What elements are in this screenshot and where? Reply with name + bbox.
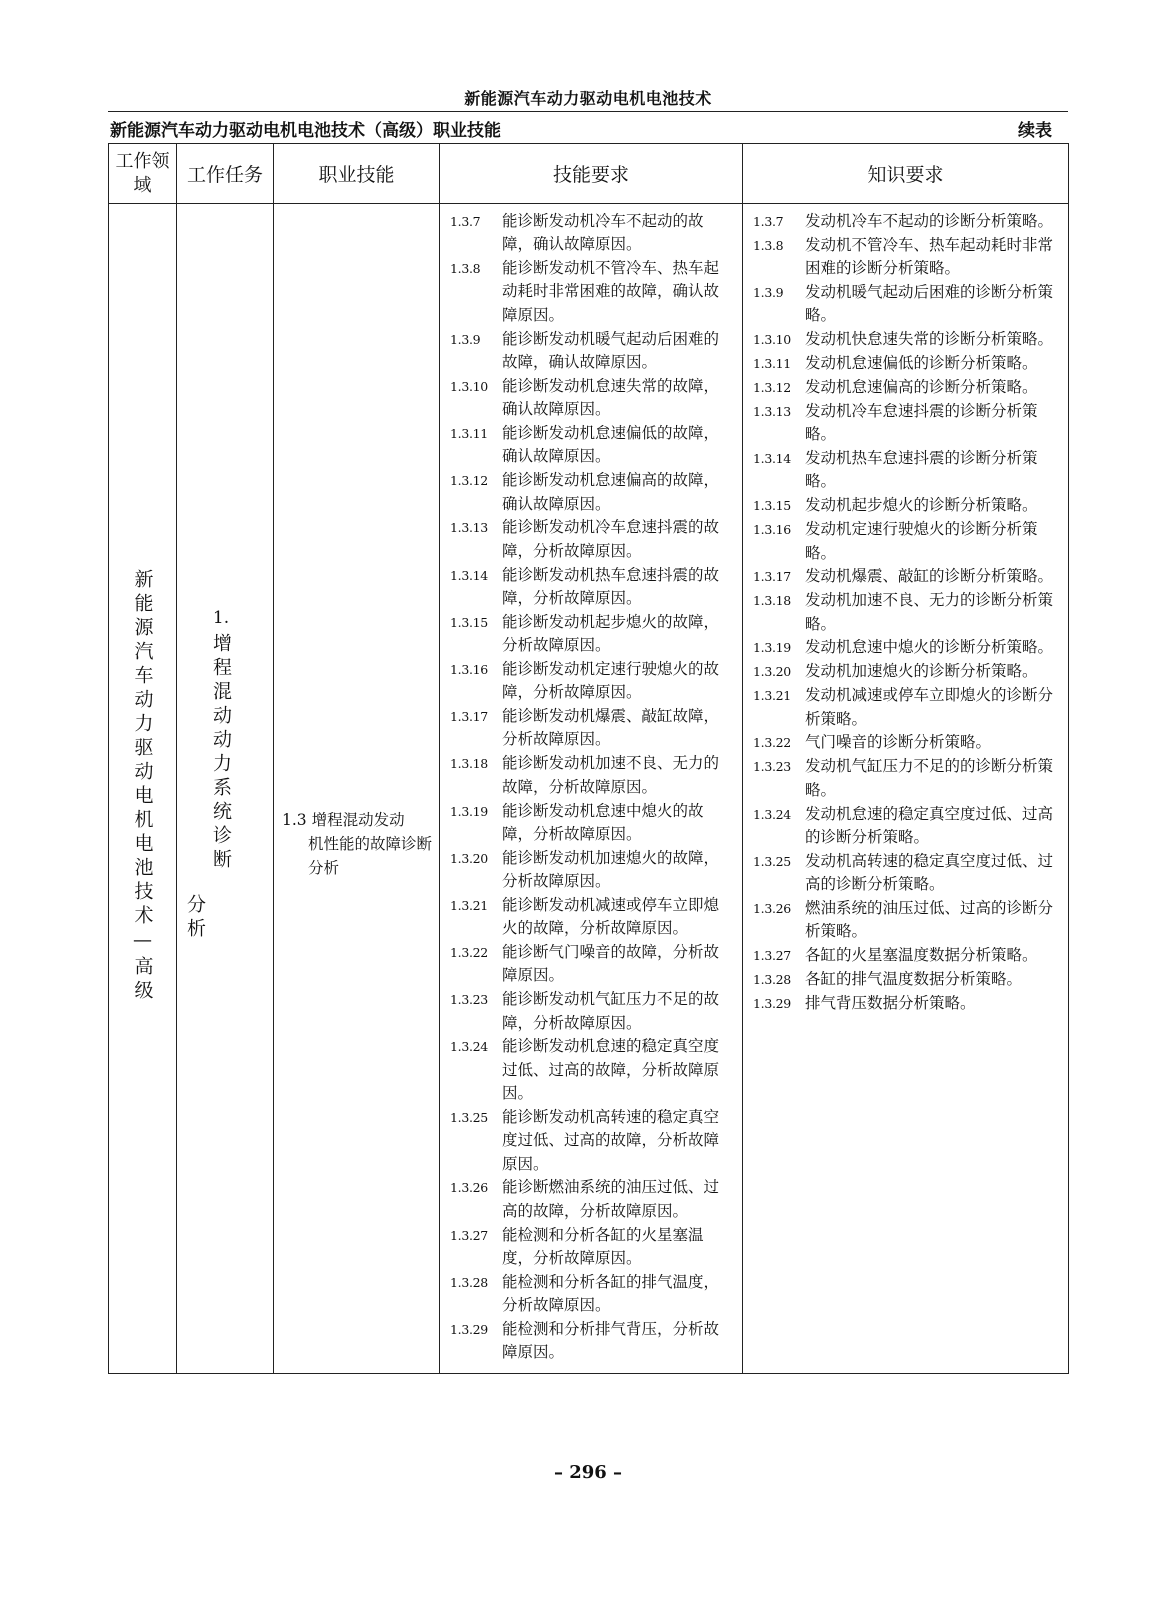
ability-item	[450, 847, 734, 894]
knowledge-item-text: 发动机热车怠速抖震的诊断分析策略。	[805, 449, 1038, 491]
ability-item-text: 能诊断发动机冷车怠速抖震的故障，分析故障原因。	[502, 518, 720, 560]
header-task: 工作任务	[177, 144, 274, 204]
ability-item-number: 1.3.11	[450, 426, 488, 442]
ability-item-number: 1.3.18	[450, 756, 488, 772]
knowledge-item-number: 1.3.20	[753, 664, 791, 680]
ability-item-text: 能检测和分析各缸的排气温度，分析故障原因。	[502, 1272, 720, 1315]
knowledge-item-text: 发动机起步熄火的诊断分析策略。	[805, 496, 1038, 515]
knowledge-item	[753, 210, 1060, 233]
ability-item-number: 1.3.27	[450, 1227, 488, 1243]
ability-item	[450, 210, 734, 257]
ability-item-text: 能诊断发动机高转速的稳定真空度过低、过高的故障，分析故障原因。	[502, 1107, 720, 1173]
ability-item	[450, 658, 734, 705]
knowledge-item-text: 排气背压数据分析策略。	[805, 993, 976, 1012]
skills-table	[108, 143, 1069, 1374]
ability-item-text: 能诊断发动机起步熄火的故障，分析故障原因。	[502, 612, 720, 655]
knowledge-item	[753, 518, 1060, 565]
ability-item	[450, 894, 734, 941]
knowledge-item-text: 发动机不管冷车、热车起动耗时非常困难的诊断分析策略。	[805, 235, 1054, 278]
ability-item-number: 1.3.23	[450, 992, 488, 1008]
ability-item-number: 1.3.24	[450, 1039, 488, 1055]
knowledge-item	[753, 636, 1060, 659]
ability-item-text: 能诊断发动机爆震、敲缸故障，分析故障原因。	[502, 707, 720, 749]
ability-item-number: 1.3.9	[450, 331, 481, 347]
knowledge-item	[753, 376, 1060, 399]
domain-cell	[109, 204, 177, 1374]
ability-item	[450, 422, 734, 469]
ability-item-number: 1.3.28	[450, 1274, 488, 1290]
knowledge-item	[753, 281, 1060, 328]
knowledge-item-text: 发动机怠速偏低的诊断分析策略。	[805, 354, 1038, 373]
knowledge-item-text: 发动机爆震、敲缸的诊断分析策略。	[805, 567, 1054, 586]
ability-item	[450, 328, 734, 375]
knowledge-item-number: 1.3.23	[753, 759, 791, 775]
header-rule	[108, 111, 1068, 112]
ability-item	[450, 1271, 734, 1318]
ability-item-number: 1.3.25	[450, 1109, 488, 1125]
knowledge-item-text: 发动机高转速的稳定真空度过低、过高的诊断分析策略。	[805, 851, 1054, 893]
knowledge-item-text: 发动机加速熄火的诊断分析策略。	[805, 662, 1038, 681]
knowledge-item	[753, 328, 1060, 351]
knowledge-item-text: 各缸的排气温度数据分析策略。	[805, 969, 1023, 988]
ability-item-text: 能诊断发动机怠速失常的故障，确认故障原因。	[502, 376, 720, 419]
ability-item	[450, 257, 734, 327]
ability-item	[450, 375, 734, 422]
ability-item	[450, 1106, 734, 1176]
knowledge-item-number: 1.3.29	[753, 995, 791, 1011]
knowledge-item-text: 发动机减速或停车立即熄火的诊断分析策略。	[805, 686, 1054, 728]
knowledge-item-number: 1.3.27	[753, 948, 791, 964]
domain-text: 新能源汽车动力驱动电机电池技术—高级	[131, 569, 154, 1005]
knowledge-item-number: 1.3.9	[753, 285, 784, 301]
knowledge-cell	[743, 204, 1069, 1374]
knowledge-item-text: 发动机加速不良、无力的诊断分析策略。	[805, 591, 1054, 633]
ability-item-text: 能检测和分析各缸的火星塞温度，分析故障原因。	[502, 1225, 704, 1267]
ability-item	[450, 800, 734, 847]
ability-item-number: 1.3.29	[450, 1322, 488, 1338]
table-caption	[108, 116, 1058, 142]
ability-item-text: 能检测和分析排气背压，分析故障原因。	[502, 1320, 720, 1362]
knowledge-item	[753, 755, 1060, 802]
knowledge-item	[753, 731, 1060, 754]
ability-item	[450, 1035, 734, 1105]
ability-item-text: 能诊断发动机怠速中熄火的故障，分析故障原因。	[502, 801, 704, 843]
ability-item-number: 1.3.20	[450, 850, 488, 866]
knowledge-item-number: 1.3.8	[753, 237, 784, 253]
header-domain-label: 工作领域	[115, 150, 170, 196]
knowledge-item-number: 1.3.26	[753, 900, 791, 916]
ability-item-text: 能诊断发动机冷车不起动的故障，确认故障原因。	[502, 212, 704, 254]
ability-item	[450, 752, 734, 799]
ability-item-number: 1.3.13	[450, 520, 488, 536]
ability-item-text: 能诊断发动机加速熄火的故障，分析故障原因。	[502, 848, 720, 891]
knowledge-item-number: 1.3.24	[753, 806, 791, 822]
ability-item-number: 1.3.17	[450, 709, 488, 725]
ability-item-text: 能诊断燃油系统的油压过低、过高的故障，分析故障原因。	[502, 1178, 720, 1220]
ability-item	[450, 564, 734, 611]
knowledge-item-text: 气门噪音的诊断分析策略。	[805, 733, 992, 752]
ability-item	[450, 705, 734, 752]
page-number: – 296 –	[553, 1462, 623, 1483]
knowledge-item	[753, 897, 1060, 944]
knowledge-item-number: 1.3.15	[753, 498, 791, 514]
knowledge-item	[753, 494, 1060, 517]
header-knowledge: 知识要求	[743, 144, 1069, 204]
skill-cell	[274, 204, 440, 1374]
knowledge-item-text: 燃油系统的油压过低、过高的诊断分析策略。	[805, 898, 1054, 941]
ability-item-number: 1.3.8	[450, 261, 481, 277]
ability-item	[450, 1176, 734, 1223]
knowledge-item	[753, 850, 1060, 897]
ability-item-text: 能诊断发动机怠速的稳定真空度过低、过高的故障，分析故障原因。	[502, 1037, 720, 1103]
ability-item-number: 1.3.12	[450, 473, 488, 489]
knowledge-item	[753, 234, 1060, 281]
table-header-row	[109, 144, 1069, 204]
ability-item-number: 1.3.26	[450, 1180, 488, 1196]
knowledge-item-number: 1.3.19	[753, 640, 791, 656]
ability-item-text: 能诊断发动机暖气起动后困难的故障，确认故障原因。	[502, 329, 720, 371]
knowledge-item-number: 1.3.10	[753, 332, 791, 348]
ability-item-number: 1.3.14	[450, 567, 488, 583]
ability-item-text: 能诊断发动机热车怠速抖震的故障，分析故障原因。	[502, 565, 720, 607]
table-row	[109, 204, 1069, 1374]
knowledge-item	[753, 589, 1060, 636]
knowledge-item-number: 1.3.17	[753, 569, 791, 585]
task-title-tail: 分析	[184, 894, 206, 942]
knowledge-item	[753, 660, 1060, 683]
task-number: 1.	[212, 608, 230, 628]
knowledge-item-text: 发动机冷车不起动的诊断分析策略。	[805, 212, 1054, 230]
ability-item-number: 1.3.7	[450, 214, 481, 229]
header-skill: 职业技能	[274, 144, 440, 204]
ability-item-text: 能诊断发动机怠速偏低的故障，确认故障原因。	[502, 424, 720, 466]
task-main	[209, 604, 233, 882]
ability-item	[450, 1224, 734, 1271]
running-head: 新能源汽车动力驱动电机电池技术	[464, 89, 712, 108]
knowledge-item-number: 1.3.13	[753, 403, 791, 419]
ability-list	[440, 204, 742, 1373]
knowledge-item-number: 1.3.25	[753, 853, 791, 869]
knowledge-item	[753, 803, 1060, 850]
ability-item-number: 1.3.10	[450, 378, 488, 394]
ability-item-number: 1.3.21	[450, 897, 488, 913]
knowledge-item	[753, 400, 1060, 447]
ability-item-text: 能诊断发动机怠速偏高的故障，确认故障原因。	[502, 471, 720, 513]
knowledge-item-number: 1.3.28	[753, 971, 791, 987]
knowledge-item-number: 1.3.12	[753, 380, 791, 396]
skill-line-2: 机性能的故障诊断分析	[308, 834, 433, 877]
table-title: 新能源汽车动力驱动电机电池技术（高级）职业技能	[110, 121, 501, 141]
ability-item	[450, 941, 734, 988]
ability-item-number: 1.3.15	[450, 614, 488, 630]
knowledge-item-number: 1.3.22	[753, 735, 791, 751]
knowledge-item-text: 发动机怠速偏高的诊断分析策略。	[805, 378, 1038, 397]
knowledge-item-number: 1.3.18	[753, 593, 791, 609]
knowledge-item-number: 1.3.7	[753, 214, 784, 229]
continued-label: 续表	[1018, 121, 1052, 141]
knowledge-item	[753, 565, 1060, 588]
knowledge-item-number: 1.3.11	[753, 356, 791, 372]
ability-item	[450, 988, 734, 1035]
knowledge-item-number: 1.3.16	[753, 522, 791, 538]
ability-item-number: 1.3.22	[450, 945, 488, 961]
header-ability: 技能要求	[440, 144, 743, 204]
ability-cell	[440, 204, 743, 1374]
knowledge-item-number: 1.3.21	[753, 688, 791, 704]
skill-text	[274, 808, 439, 880]
ability-item	[450, 469, 734, 516]
knowledge-item-text: 发动机暖气起动后困难的诊断分析策略。	[805, 283, 1054, 325]
task-tail	[183, 894, 207, 951]
knowledge-item	[753, 447, 1060, 494]
ability-item-text: 能诊断发动机加速不良、无力的故障，分析故障原因。	[502, 754, 720, 796]
knowledge-item-text: 发动机怠速中熄火的诊断分析策略。	[805, 638, 1054, 657]
ability-item-number: 1.3.19	[450, 803, 488, 819]
ability-item	[450, 516, 734, 563]
knowledge-item	[753, 684, 1060, 731]
skill-line-1: 1.3 增程混动发动	[282, 810, 405, 829]
knowledge-item-text: 发动机冷车怠速抖震的诊断分析策略。	[805, 401, 1038, 444]
ability-item-text: 能诊断气门噪音的故障，分析故障原因。	[502, 943, 720, 985]
ability-item	[450, 1318, 734, 1365]
task-cell	[177, 204, 274, 1374]
knowledge-item-text: 发动机怠速的稳定真空度过低、过高的诊断分析策略。	[805, 804, 1054, 846]
knowledge-item	[753, 944, 1060, 967]
knowledge-item	[753, 992, 1060, 1015]
knowledge-item-text: 发动机气缸压力不足的的诊断分析策略。	[805, 757, 1054, 799]
knowledge-item	[753, 352, 1060, 375]
ability-item-text: 能诊断发动机减速或停车立即熄火的故障，分析故障原因。	[502, 895, 720, 938]
knowledge-item-number: 1.3.14	[753, 451, 791, 467]
knowledge-item-text: 发动机快怠速失常的诊断分析策略。	[805, 330, 1054, 349]
ability-item	[450, 611, 734, 658]
ability-item-text: 能诊断发动机定速行驶熄火的故障，分析故障原因。	[502, 659, 720, 702]
knowledge-item-text: 各缸的火星塞温度数据分析策略。	[805, 946, 1038, 965]
ability-item-text: 能诊断发动机气缸压力不足的故障，分析故障原因。	[502, 990, 720, 1032]
ability-item-number: 1.3.16	[450, 661, 488, 677]
knowledge-item-text: 发动机定速行驶熄火的诊断分析策略。	[805, 520, 1038, 562]
ability-item-text: 能诊断发动机不管冷车、热车起动耗时非常困难的故障，确认故障原因。	[502, 259, 720, 324]
task-title: 增程混动动力系统诊断	[210, 633, 232, 873]
header-domain	[109, 144, 177, 204]
knowledge-list	[743, 204, 1068, 1024]
knowledge-item	[753, 968, 1060, 991]
